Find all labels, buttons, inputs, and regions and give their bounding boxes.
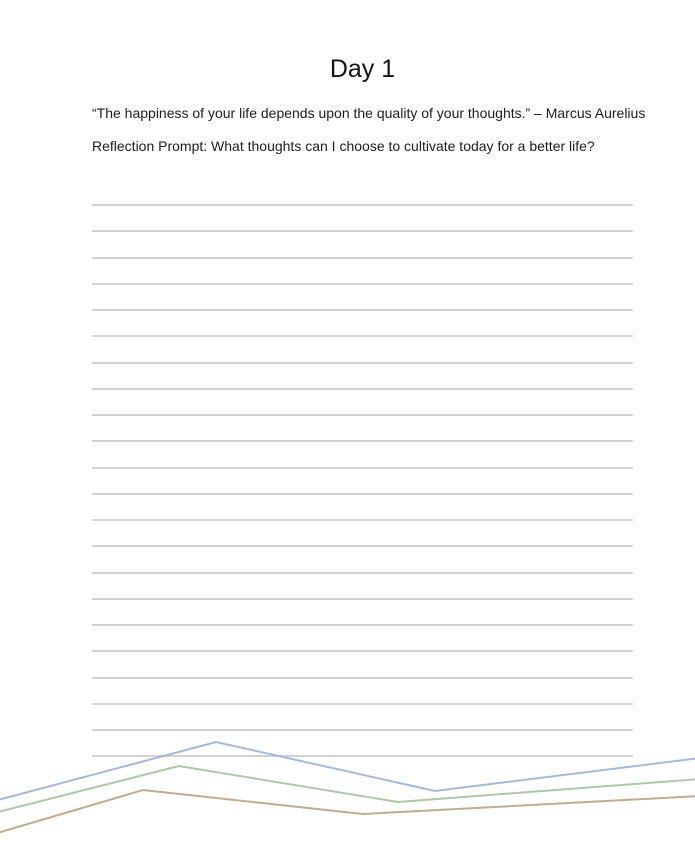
ruled-line — [92, 519, 633, 545]
writing-lines-area[interactable] — [92, 204, 633, 782]
ruled-line — [92, 335, 633, 361]
ruled-line — [92, 309, 633, 335]
ruled-line — [92, 204, 633, 230]
ruled-line — [92, 572, 633, 598]
ruled-line — [92, 283, 633, 309]
ruled-line — [92, 677, 633, 703]
tan-series — [0, 790, 695, 834]
ruled-line — [92, 388, 633, 414]
ruled-line — [92, 257, 633, 283]
ruled-line — [92, 545, 633, 571]
quote-text: “The happiness of your life depends upon the quality of your thoughts.” – Marcus Aurelius — [92, 105, 646, 121]
ruled-line — [92, 598, 633, 624]
ruled-line — [92, 362, 633, 388]
ruled-line — [92, 703, 633, 729]
ruled-line — [92, 624, 633, 650]
ruled-line — [92, 493, 633, 519]
page-title: Day 1 — [329, 55, 396, 83]
ruled-line — [92, 440, 633, 466]
ruled-line — [92, 729, 633, 755]
ruled-line — [92, 755, 633, 781]
ruled-line — [92, 414, 633, 440]
ruled-line — [92, 650, 633, 676]
ruled-line — [92, 467, 633, 493]
ruled-line — [92, 230, 633, 256]
reflection-prompt: Reflection Prompt: What thoughts can I choose to cultivate today for a better life? — [92, 138, 595, 154]
